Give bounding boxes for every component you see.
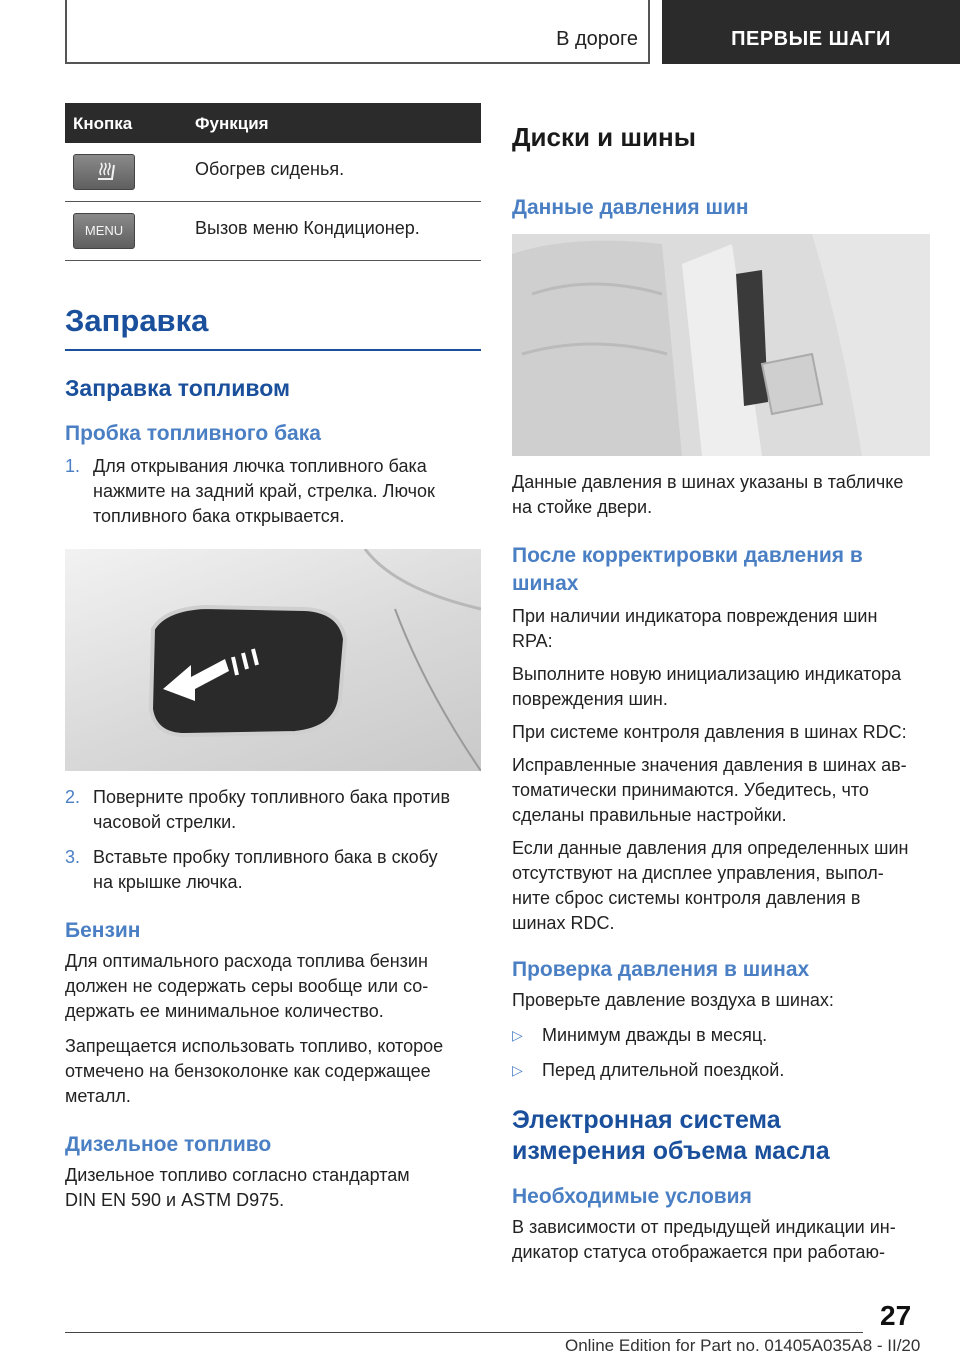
header-base-line — [65, 62, 650, 64]
table-function-text: Обогрев сиденья. — [195, 159, 345, 179]
header-section: В дороге — [556, 28, 638, 50]
menu-button-icon: MENU — [73, 213, 135, 249]
table-header — [65, 103, 481, 143]
list-item: ▷ Перед длительной поездкой. — [512, 1058, 930, 1083]
step-line: Для открывания лючка топливного бака — [93, 456, 427, 476]
diesel-heading: Дизельное топливо — [65, 1133, 272, 1156]
table-header-function: Функция — [195, 114, 269, 133]
list-item: ▷ Минимум дважды в месяц. — [512, 1023, 930, 1048]
table-row — [65, 202, 481, 261]
step-line: топливного бака открывается. — [93, 506, 345, 526]
after-correction-heading: После корректировки давления в шинах — [512, 544, 863, 596]
refuel-title: Заправка — [65, 303, 209, 338]
step-line: на крышке лючка. — [93, 872, 243, 892]
step-line: нажмите на задний край, стрелка. Лючок — [93, 481, 435, 501]
left-column — [65, 103, 481, 1213]
step-3 — [65, 845, 481, 895]
rpa-paragraph: При наличии индикатора повреждения шин RPA: — [512, 606, 878, 652]
table-header-button: Кнопка — [73, 114, 133, 133]
step-number: 1. — [65, 456, 81, 476]
fuel-cap-heading: Пробка топливного бака — [65, 422, 321, 445]
oil-title: Электронная система измерения объема масла — [512, 1106, 830, 1166]
check-pressure-paragraph: Проверьте давление воздуха в шинах: — [512, 990, 834, 1011]
door-pillar-illustration — [512, 234, 930, 456]
triangle-bullet-icon: ▷ — [512, 1027, 523, 1044]
refuel-subtitle: Заправка топливом — [65, 375, 291, 401]
step-line: часовой стрелки. — [93, 812, 237, 832]
petrol-paragraph-2: Запрещается использовать топливо, которое отмечено на бензоколонке как содержащее металл. — [65, 1036, 444, 1106]
header-separator — [648, 0, 650, 64]
petrol-heading: Бензин — [65, 919, 141, 942]
step-line: Вставьте пробку топливного бака в скобу — [93, 847, 438, 867]
step-number: 3. — [65, 847, 81, 867]
rdc-paragraph-3: Если данные давления для определенных шин отсутствуют на дисплее управления, выпол- ните сброс системы контроля давления в шинах RDC. — [512, 838, 909, 934]
table-function-text: Вызов меню Кондиционер. — [195, 218, 420, 238]
fuel-flap-illustration — [65, 549, 481, 771]
petrol-paragraph-1: Для оптимального расхода топлива бензин должен не содержать серы вообще или со- держать ее минимальное количество. — [65, 951, 429, 1021]
step-number: 2. — [65, 787, 81, 807]
tyres-subtitle: Данные давления шин — [512, 196, 749, 220]
diesel-paragraph: Дизельное топливо согласно стандартам DIN EN 590 и ASTM D975. — [65, 1165, 410, 1210]
triangle-bullet-icon: ▷ — [512, 1062, 523, 1079]
check-pressure-heading: Проверка давления в шинах — [512, 958, 810, 982]
tyres-title: Диски и шины — [512, 121, 696, 152]
seat-heating-icon — [73, 154, 135, 190]
table-row — [65, 143, 481, 202]
rdc-paragraph: При системе контроля давления в шинах RDC: — [512, 722, 907, 743]
footer-edition: Online Edition for Part no. 01405A035A8 - II/20 — [565, 1336, 921, 1355]
rdc-paragraph-2: Исправленные значения давления в шинах ав- томатически принимаются. Убедитесь, что сделаны правильные настройки. — [512, 755, 907, 826]
requirements-heading: Необходимые условия — [512, 1185, 752, 1209]
tyres-caption: Данные давления в шинах указаны в табличке на стойке двери. — [512, 472, 904, 518]
header-left-border — [65, 0, 67, 64]
step-2 — [65, 785, 481, 835]
rpa-paragraph-2: Выполните новую инициализацию индикатора повреждения шин. — [512, 664, 902, 710]
footer-rule — [65, 1332, 863, 1333]
step-1 — [65, 454, 481, 529]
requirements-paragraph: В зависимости от предыдущей индикации ин- дикатор статуса отображается при работаю- — [512, 1217, 896, 1263]
page-number: 27 — [880, 1300, 912, 1331]
right-column — [512, 100, 930, 1265]
header-chapter: ПЕРВЫЕ ШАГИ — [662, 0, 960, 64]
step-line: Поверните пробку топливного бака против — [93, 787, 451, 807]
